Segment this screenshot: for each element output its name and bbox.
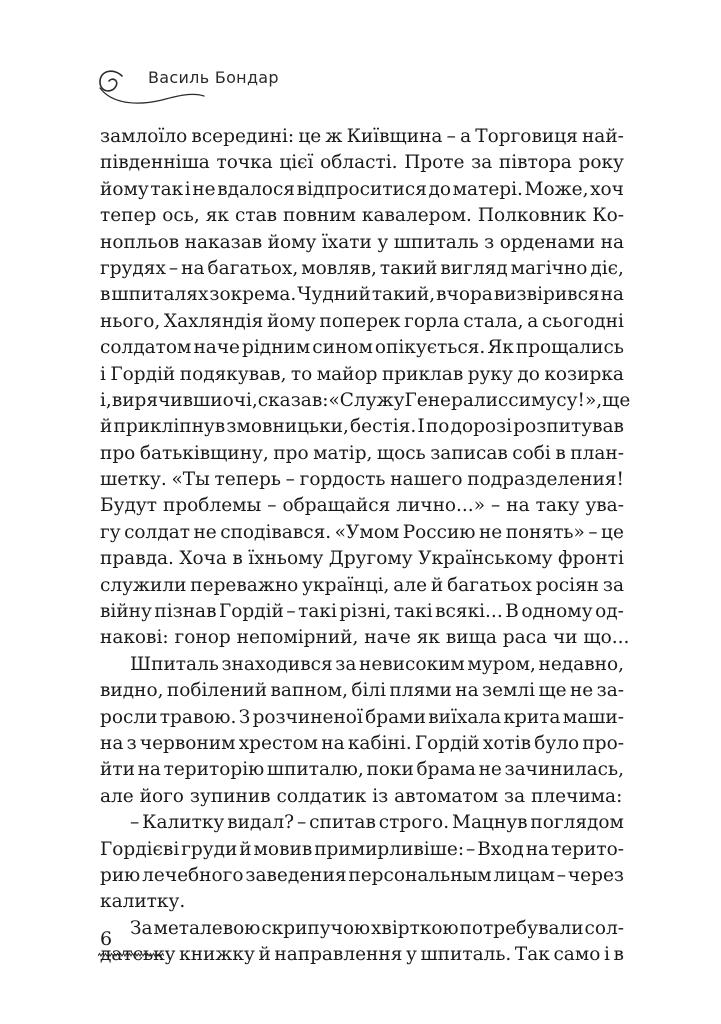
text-line: на з червоним хрестом на кабіні. Гордій хотів було про- bbox=[100, 732, 624, 754]
running-header-author: Василь Бондар bbox=[148, 68, 279, 87]
text-line: – Калитку видал? – спитав строго. Мацнув поглядом bbox=[130, 812, 624, 834]
text-line: південніша точка цієї області. Проте за півтора року bbox=[100, 152, 624, 174]
body-text bbox=[100, 124, 631, 969]
text-line: війну пізнав Гордій – такі різні, такі всякі... В одному од- bbox=[100, 601, 624, 623]
text-line: йому так і не вдалося відпроситися до матері. Може, хоч bbox=[100, 178, 624, 200]
text-line: калитку. bbox=[100, 891, 186, 913]
zigzag-ornament-icon bbox=[98, 952, 164, 960]
text-line: тепер ось, як став повним кавалером. Полковник Ко- bbox=[100, 205, 624, 227]
text-line: і, вирячивши очі, сказав: «Служу Генералиссимусу!», ще bbox=[100, 389, 631, 411]
text-line: Будут проблемы – обращайся лично...» – на таку ува- bbox=[100, 495, 624, 517]
text-line: Шпиталь знаходився за невисоким муром, недавно, bbox=[130, 653, 624, 675]
text-line: й приклiпнув змовницьки, бестія. І по дорозі розпитував bbox=[100, 416, 624, 438]
text-line: але його зупинив солдатик із автоматом за плечима: bbox=[100, 785, 623, 807]
text-line: видно, побілений вапном, білі плями на землі ще не за- bbox=[100, 680, 624, 702]
text-line: нього, Хахляндія йому поперек горла стала, а сьогодні bbox=[100, 310, 624, 332]
text-line: і Гордій подякував, то майор приклав руку до козирка bbox=[100, 363, 624, 385]
text-line: шетку. «Ты теперь – гордость нашего подразделения! bbox=[100, 469, 624, 491]
page-number: 6 bbox=[100, 928, 113, 950]
text-line: рию лечебного заведения персональным лицам – через bbox=[100, 864, 624, 886]
text-line: датську книжку й направлення у шпиталь. Так само і в bbox=[100, 944, 624, 966]
text-line: гу солдат не сподівався. «Умом Россию не понять» – це bbox=[100, 521, 624, 543]
text-line: грудях – на багатьох, мовляв, такий вигляд магічно діє, bbox=[100, 257, 624, 279]
text-line: солдатом наче рідним сином опікується. Як прощались bbox=[100, 337, 624, 359]
text-line: про батьківщину, про матір, щось записав собі в план- bbox=[100, 442, 624, 464]
text-line: нопльов наказав йому їхати у шпиталь з орденами на bbox=[100, 231, 624, 253]
text-line: росли травою. З розчиненої брами виїхала крита маши- bbox=[100, 706, 624, 728]
running-header bbox=[92, 62, 352, 112]
text-line: йти на територію шпиталю, поки брама не зачинилась, bbox=[100, 759, 624, 781]
text-line: в шпиталях зокрема. Чудний такий, вчора визвірився на bbox=[100, 284, 624, 306]
text-line: накові: гонор непомірний, наче як вища раса чи що... bbox=[100, 627, 630, 649]
text-line: За металевою скрипучою хвірткою потребували сол- bbox=[130, 917, 624, 939]
text-line: замлоїло всередині: це ж Київщина – а Торговиця най- bbox=[100, 126, 624, 147]
text-line: Гордієві груди й мовив примирливіше: – Вход на терито- bbox=[100, 838, 624, 860]
text-line: служили переважно українці, але й багатьох росіян за bbox=[100, 574, 624, 596]
text-line: правда. Хоча в їхньому Другому Українському фронті bbox=[100, 548, 624, 570]
